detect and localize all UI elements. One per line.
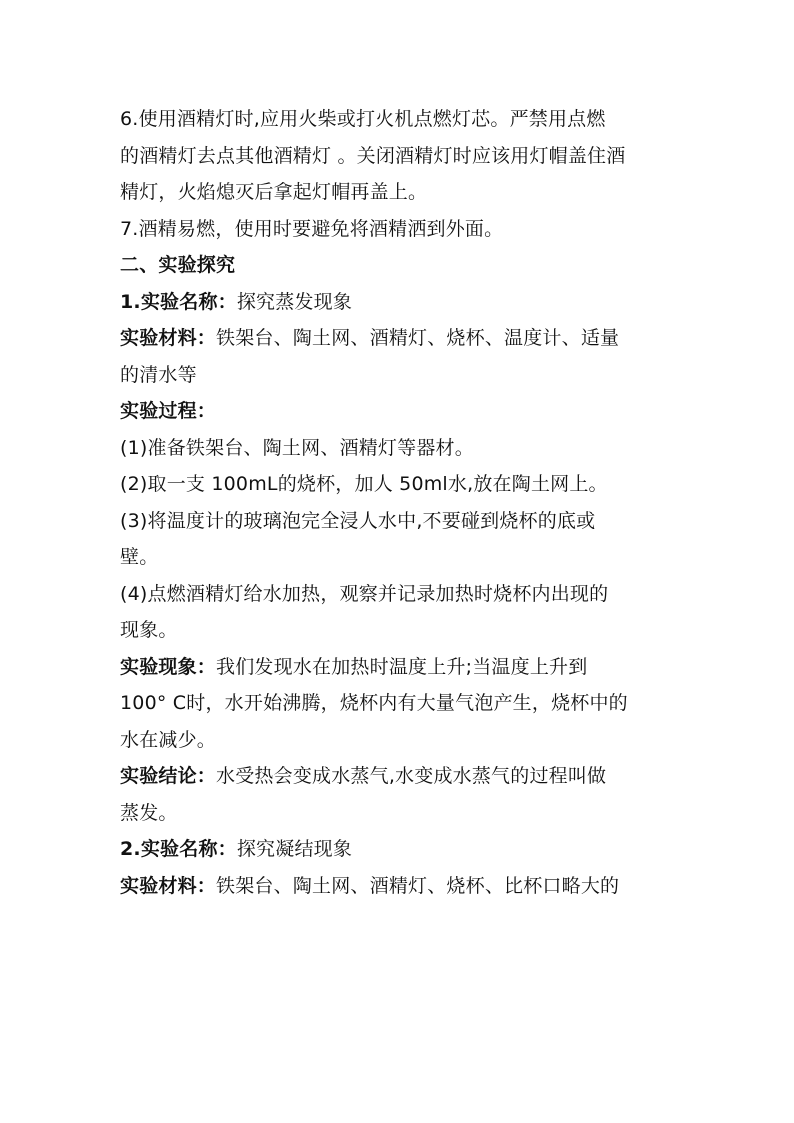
document-page bbox=[120, 101, 680, 904]
process-step: (4)点燃酒精灯给水加热，观察并记录加热时烧杯内出现的 bbox=[120, 582, 609, 605]
experiment-name-line bbox=[120, 831, 680, 868]
materials-line bbox=[120, 868, 680, 905]
text-line: 蒸发。 bbox=[120, 801, 178, 824]
conclusion-line bbox=[120, 758, 680, 795]
text-line: 6.使用酒精灯时,应用火柴或打火机点燃灯芯。严禁用点燃 bbox=[120, 108, 606, 130]
text-line: 精灯，火焰熄灭后拿起灯帽再盖上。 bbox=[120, 181, 428, 203]
process-step: (1)准备铁架台、陶土网、酒精灯等器材。 bbox=[120, 436, 474, 459]
text-line: 水在减少。 bbox=[120, 728, 217, 751]
field-label: 1.实验名称： bbox=[120, 290, 237, 313]
field-value: 探究凝结现象 bbox=[236, 838, 353, 860]
text-line: 7.酒精易燃，使用时要避免将酒精洒到外面。 bbox=[120, 217, 504, 240]
field-value: 我们发现水在加热时温度上升;当温度上升到 bbox=[216, 655, 588, 678]
phenomenon-line bbox=[120, 649, 680, 686]
text-line: 现象。 bbox=[120, 619, 178, 641]
text-line: 壁。 bbox=[120, 546, 159, 568]
field-value: 铁架台、陶土网、酒精灯、烧杯、温度计、适量 bbox=[216, 327, 620, 349]
text-line: 的清水等 bbox=[120, 363, 197, 386]
process-step: (3)将温度计的玻璃泡完全浸人水中,不要碰到烧杯的底或 bbox=[120, 509, 596, 532]
field-label: 2.实验名称： bbox=[120, 838, 237, 860]
field-label: 实验材料： bbox=[120, 874, 217, 897]
process-step: (2)取一支 100mL的烧杯，加人 50ml水,放在陶土网上。 bbox=[120, 473, 608, 495]
text-line: 的酒精灯去点其他酒精灯 。关闭酒精灯时应该用灯帽盖住酒 bbox=[120, 144, 626, 167]
field-label: 实验过程： bbox=[120, 400, 217, 422]
field-label: 实验结论： bbox=[120, 765, 217, 787]
text-line: 100° C时，水开始沸腾，烧杯内有大量气泡产生，烧杯中的 bbox=[120, 692, 628, 714]
field-value: 铁架台、陶土网、酒精灯、烧杯、比杯口略大的 bbox=[216, 874, 620, 897]
field-label: 实验现象： bbox=[120, 655, 217, 678]
materials-line bbox=[120, 320, 680, 357]
experiment-name-line bbox=[120, 284, 680, 321]
field-value: 水受热会变成水蒸气,水变成水蒸气的过程叫做 bbox=[216, 765, 607, 787]
section-heading: 二、实验探究 bbox=[120, 254, 236, 276]
field-value: 探究蒸发现象 bbox=[236, 290, 353, 313]
field-label: 实验材料： bbox=[120, 327, 217, 349]
